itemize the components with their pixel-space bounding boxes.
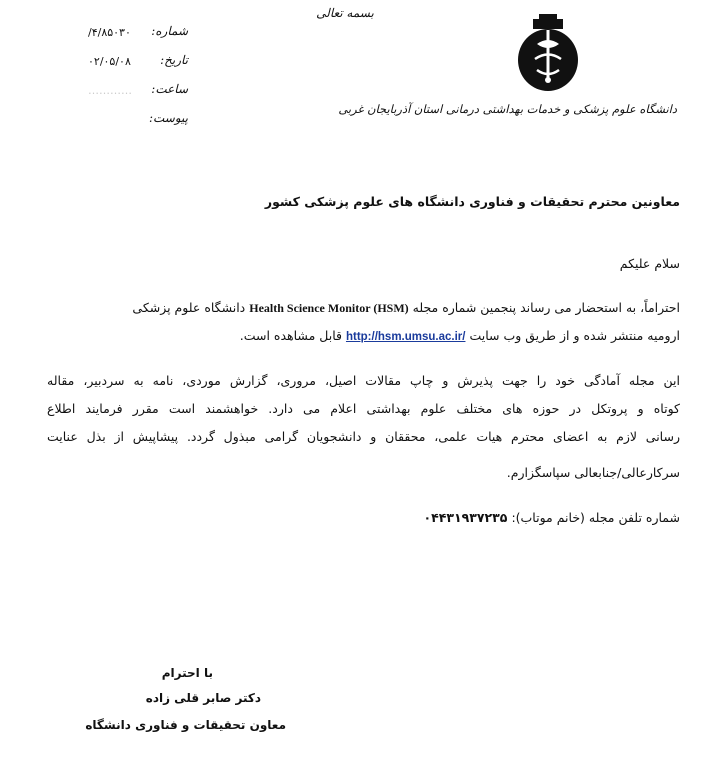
date-label: تاریخ: (160, 53, 188, 67)
time-value: ………… (88, 84, 132, 97)
number-label: شماره: (151, 24, 188, 38)
paragraph-2-line-4: سرکارعالی/جنابعالی سپاسگزارم. (506, 465, 680, 480)
phone-number: ۰۴۴۳۱۹۳۷۲۳۵ (423, 510, 508, 525)
attachment-label: پیوست: (148, 111, 188, 125)
signatory-name: دکتر صابر قلی زاده (145, 691, 261, 705)
paragraph-1-text-d: قابل مشاهده است. (239, 328, 342, 343)
recipient-line: معاونین محترم تحقیقات و فناوری دانشگاه های علوم پزشکی کشور (264, 194, 680, 209)
paragraph-1-line-1 (132, 300, 680, 316)
paragraph-2-line-1: این مجله آمادگی خود را جهت پذیرش و چاپ مقالات اصیل، مروری، گزارش موردی، نامه به سردبیر، مقاله (47, 373, 680, 388)
university-emblem-icon (513, 14, 583, 94)
paragraph-2-line-3: رسانی لازم به اعضای محترم هیات علمی، محققان و دانشجویان گرامی مبذول گردد. پیشاپیش از بذل عنایت (47, 429, 680, 444)
paragraph-1-text-c: ارومیه منتشر شده و از طریق وب سایت (469, 328, 680, 343)
greeting: سلام علیکم (619, 256, 680, 271)
phone-line (424, 510, 680, 525)
closing-phrase: با احترام (161, 666, 213, 680)
paragraph-1-line-2 (240, 328, 680, 343)
basmala-heading: بسمه تعالی (316, 6, 374, 20)
date-value: ۰۲/۰۵/۰۸ (88, 55, 131, 68)
paragraph-2-line-2: کوتاه و پروتکل در حوزه های مختلف علوم بهداشتی اعلام می دارد. خواهشمند است مقرر فرمایند اطلاع (47, 401, 680, 416)
number-value: ۴/۸۵۰۳۰/ (88, 26, 131, 39)
paragraph-1-text-a: احتراماً، به استحضار می رساند پنجمین شماره مجله (412, 300, 680, 315)
journal-website-link[interactable]: http://hsm.umsu.ac.ir/ (345, 331, 466, 343)
phone-label: شماره تلفن مجله (خانم موتاب): (511, 510, 680, 525)
journal-name: Health Science Monitor (HSM) (249, 301, 409, 315)
signatory-title: معاون تحقیقات و فناوری دانشگاه (85, 718, 286, 732)
time-label: ساعت: (151, 82, 188, 96)
university-name: دانشگاه علوم پزشکی و خدمات بهداشتی درمانی استان آذربایجان غربی (338, 102, 677, 116)
paragraph-1-text-b: دانشگاه علوم پزشکی (132, 300, 246, 315)
